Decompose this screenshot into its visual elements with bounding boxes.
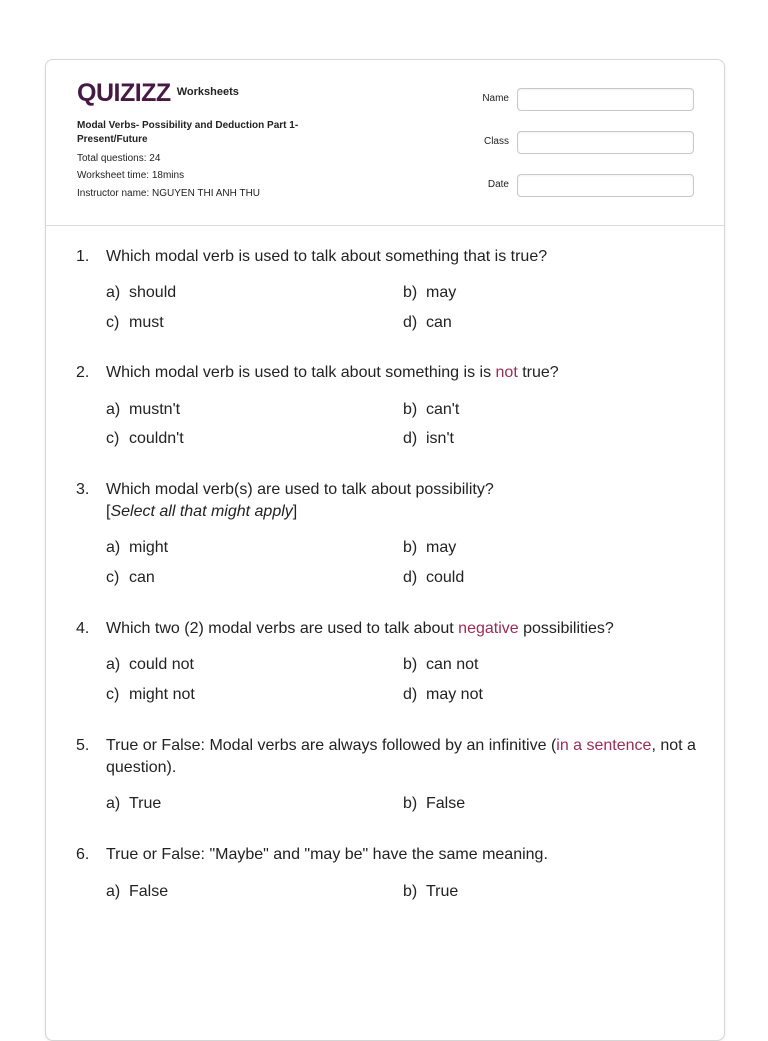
worksheet-title: Modal Verbs- Possibility and Deduction Part 1-Present/Future [77,120,299,145]
option-3b: b) may [403,539,457,556]
highlight-text: in a sentence [556,737,652,754]
option-1b: b) may [403,284,457,301]
question-number: 2. [76,364,90,381]
option-5b: b) False [403,795,466,812]
question-text: True or False: "Maybe" and "may be" have the same meaning. [106,846,548,863]
worksheet-time: Worksheet time: 18mins [77,170,185,181]
total-questions: Total questions: 24 [77,153,161,164]
name-label: Name [482,93,509,104]
question-text: Which two (2) modal verbs are used to talk about negative possibilities? [106,620,614,637]
option-3c: c) can [106,569,155,586]
option-4b: b) can not [403,656,479,673]
option-4d: d) may not [403,686,483,703]
option-3d: d) could [403,569,465,586]
option-4c: c) might not [106,686,195,703]
option-1d: d) can [403,314,452,331]
option-2c: c) couldn't [106,430,184,447]
instruction-note: Select all that might apply [110,503,293,520]
question-number: 3. [76,481,90,498]
question-number: 5. [76,737,90,754]
brand [77,80,239,106]
option-6b: b) True [403,883,459,900]
question-number: 6. [76,846,90,863]
highlight-text: negative [458,620,519,637]
brand-subtitle: Worksheets [176,86,239,98]
option-2a: a) mustn't [106,401,181,418]
option-4a: a) could not [106,656,194,673]
worksheet-card [45,59,725,1041]
option-1a: a) should [106,284,177,301]
class-field[interactable] [517,131,694,154]
question-text: Which modal verb(s) are used to talk about possibility? [Select all that might apply] [106,481,494,520]
option-6a: a) False [106,883,169,900]
question-text: True or False: Modal verbs are always followed by an infinitive (in a sentence, not a question). [106,737,696,776]
instructor-name: Instructor name: NGUYEN THI ANH THU [77,188,261,199]
quizizz-logo: QUIZIZZ [77,79,171,107]
highlight-text: not [495,364,518,381]
option-2d: d) isn't [403,430,454,447]
question-text: Which modal verb is used to talk about something is is not true? [106,364,559,381]
option-3a: a) might [106,539,169,556]
question-number: 1. [76,248,90,265]
question-text: Which modal verb is used to talk about something that is true? [106,248,548,265]
option-5a: a) True [106,795,162,812]
date-field[interactable] [517,174,694,197]
worksheet-header [46,60,724,226]
option-2b: b) can't [403,401,460,418]
class-label: Class [483,136,509,147]
name-field[interactable] [517,88,694,111]
option-1c: c) must [106,314,164,331]
question-number: 4. [76,620,90,637]
date-label: Date [487,179,509,190]
